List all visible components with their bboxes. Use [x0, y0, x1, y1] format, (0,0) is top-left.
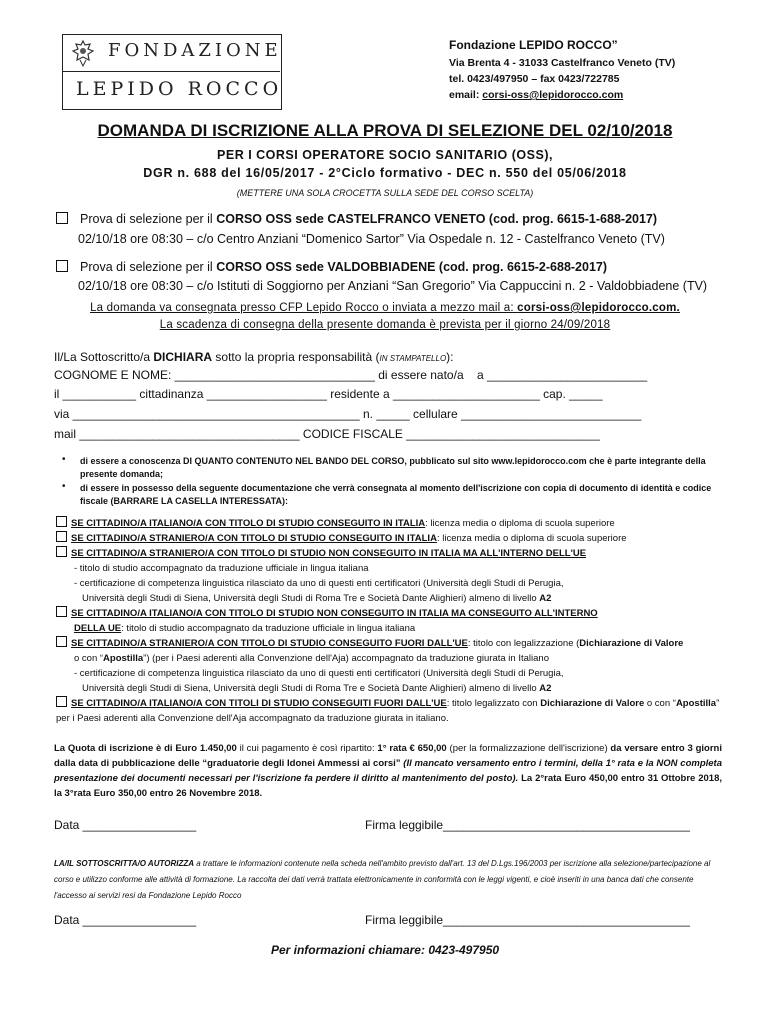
option-castelfranco-detail: 02/10/18 ore 08:30 – c/o Centro Anziani “Domenico Sartor” Via Ospedale n. 12 - Castelfranco Veneto (TV) — [78, 232, 665, 246]
category-sub-certification-cont — [82, 681, 748, 696]
category-level: A2 — [539, 683, 552, 694]
category-foreign-extra-ue-cont — [74, 651, 740, 666]
category-sub-certification: - certificazione di competenza linguistica rilasciato da uno di questi enti certificatori (Università degli Studi di Perugia, — [74, 578, 564, 589]
category-text: : titolo con legalizzazione ( — [467, 638, 580, 649]
category-title: SE CITTADINO/A ITALIANO/A CON TITOLI DI STUDIO CONSEGUITI FUORI DALL'UE — [71, 698, 447, 709]
fee-text: il cui pagamento è così ripartito: — [236, 743, 378, 754]
logo-text-bottom: LEPIDO ROCCO — [76, 78, 283, 100]
logo-text-top: FONDAZIONE — [108, 40, 282, 61]
category-text: o con “ — [644, 698, 676, 709]
category-foreign-ue — [56, 546, 722, 561]
option-course: CORSO OSS sede CASTELFRANCO VENETO (cod. prog. 6615-1-688-2017) — [216, 212, 658, 226]
signature-field-privacy[interactable]: Firma leggibile_____________________________________ — [365, 913, 690, 927]
notice-text: La domanda va consegnata presso CFP Lepido Rocco o inviata a mezzo mail a: — [90, 302, 518, 314]
notice-email-link[interactable]: corsi-oss@lepidorocco.com. — [517, 302, 680, 314]
category-bold: Apostilla — [103, 653, 144, 664]
org-email-line — [449, 87, 623, 103]
category-text: : licenza media o diploma di scuola superiore — [425, 518, 615, 529]
category-bold: Apostilla — [675, 698, 717, 709]
fee-warning: (Il mancato versamento entro i termini, della 1° rata e la NON completa presentazione dei documenti necessari per l'iscrizione fa perdere il diritto al mantenimento del posto). — [54, 758, 722, 784]
category-sub-text: Università degli Studi di Siena, Università degli Studi di Roma Tre e Società Dante Alighieri) almeno di livello — [82, 683, 540, 694]
declaration-suffix: sotto la propria responsabilità ( — [212, 350, 380, 364]
category-checkbox[interactable] — [56, 546, 67, 557]
category-bold: Dichiarazione di Valore — [579, 638, 684, 649]
category-sub-certification: - certificazione di competenza linguistica rilasciato da uno di questi enti certificatori (Università degli Studi di Perugia, — [74, 668, 564, 679]
bullet-documentation: di essere in possesso della seguente documentazione che verrà consegnata al momento dell'iscrizione con copia di documento di identità e codice fiscale (BARRARE LA CASELLA INTERESSATA): — [80, 483, 712, 506]
option-castelfranco-checkbox[interactable] — [56, 212, 68, 224]
category-sub-translation: - titolo di studio accompagnato da traduzione ufficiale in lingua italiana — [74, 563, 369, 574]
fee-first-installment: 1° rata € 650,00 — [377, 743, 447, 754]
category-checkbox[interactable] — [56, 531, 67, 542]
privacy-text: a trattare le informazioni contenute nella scheda nell'ambito previsto dall'art. 13 del D.Lgs.196/2003 per iscrizione alla selezione/partecipazione al corso e utilizzo conforme alle attività di formazione. La raccolta dei dati verrà trattata elettronicamente in conformità con le leggi vigenti, e cioè inseriti in una banca dati che consente l'accesso ai servizi resi da Fondazione Lepido Rocco — [54, 859, 711, 900]
subtitle-instruction: (METTERE UNA SOLA CROCETTA SULLA SEDE DEL CORSO SCELTA) — [236, 188, 534, 198]
date-field[interactable]: Data _________________ — [54, 818, 197, 832]
category-title: SE CITTADINO/A STRANIERO/A CON TITOLO DI STUDIO NON CONSEGUITO IN ITALIA MA ALL'INTERNO DELL'UE — [71, 548, 587, 559]
category-checkbox[interactable] — [56, 636, 67, 647]
org-name: Fondazione LEPIDO ROCCO” — [449, 38, 618, 52]
category-sub-certification-cont — [82, 591, 748, 606]
declaration-bold: DICHIARA — [153, 350, 213, 364]
option-castelfranco — [56, 210, 657, 229]
category-checkbox[interactable] — [56, 606, 67, 617]
fee-text: (per la formalizzazione dell'iscrizione) — [446, 743, 611, 754]
option-prefix: Prova di selezione per il — [80, 212, 217, 226]
category-foreign-extra-ue — [56, 636, 722, 651]
option-course: CORSO OSS sede VALDOBBIADENE (cod. prog. 6615-2-688-2017) — [216, 260, 608, 274]
fee-paragraph — [54, 741, 722, 801]
category-title-cont: DELLA UE — [74, 623, 122, 634]
fee-other-installments: La 2°rata Euro 450,00 entro 31 Ottobre 2018, la 3°rata Euro 350,00 entro 26 Novembre 2018. — [54, 773, 722, 799]
declaration-line — [54, 348, 454, 368]
field-mail-fiscal-code[interactable]: mail _________________________________ CODICE FISCALE _____________________________ — [54, 427, 600, 441]
field-date-residence[interactable]: il ___________ cittadinanza __________________ residente a ______________________ cap. _____ — [54, 387, 603, 401]
category-title: SE CITTADINO/A ITALIANO/A CON TITOLO DI STUDIO CONSEGUITO IN ITALIA — [71, 518, 426, 529]
notice-delivery — [0, 300, 770, 316]
email-label: email: — [449, 89, 483, 101]
contact-info: Per informazioni chiamare: 0423-497950 — [270, 943, 500, 957]
category-text: ” per i Paesi aderenti alla Convenzione dell'Aja accompagnato da traduzione giurata in italiano. — [56, 698, 720, 724]
privacy-consent — [54, 856, 722, 904]
declaration-end: ): — [446, 350, 454, 364]
category-sub-text: Università degli Studi di Siena, Università degli Studi di Roma Tre e Società Dante Alighieri) almeno di livello — [82, 593, 540, 604]
bullet-dot: • — [62, 481, 66, 492]
org-email-link[interactable]: corsi-oss@lepidorocco.com — [482, 89, 624, 101]
field-name-birth[interactable]: COGNOME E NOME: ______________________________ di essere nato/a a ________________________ — [54, 368, 648, 382]
fee-amount: La Quota di iscrizione è di Euro 1.450,00 — [54, 743, 237, 754]
category-text: o con “ — [74, 653, 104, 664]
org-phone: tel. 0423/497950 – fax 0423/722785 — [449, 73, 620, 85]
category-checkbox[interactable] — [56, 696, 67, 707]
coat-of-arms-icon — [68, 38, 98, 68]
declaration-prefix: Il/La Sottoscritto/a — [54, 350, 154, 364]
category-title: SE CITTADINO/A STRANIERO/A CON TITOLO DI STUDIO CONSEGUITO IN ITALIA — [71, 533, 437, 544]
option-prefix: Prova di selezione per il — [80, 260, 217, 274]
option-valdobbiadene-detail: 02/10/18 ore 08:30 – c/o Istituti di Soggiorno per Anziani “San Gregorio” Via Cappuccini n. 2 - Valdobbiadene (TV) — [78, 279, 708, 293]
category-foreign-it — [56, 531, 722, 546]
option-valdobbiadene — [56, 258, 607, 277]
category-title: SE CITTADINO/A STRANIERO/A CON TITOLO DI STUDIO CONSEGUITO FUORI DALL'UE — [71, 638, 468, 649]
category-text: : titolo di studio accompagnato da traduzione ufficiale in lingua italiana — [121, 623, 416, 634]
category-text: ”) (per i Paesi aderenti alla Convenzione dell'Aja) accompagnato da traduzione giurata in Italiano — [143, 653, 549, 664]
category-bold: Dichiarazione di Valore — [540, 698, 645, 709]
subtitle-course: PER I CORSI OPERATORE SOCIO SANITARIO (OSS), — [217, 148, 553, 162]
category-checkbox[interactable] — [56, 516, 67, 527]
fee-deadline: da versare entro 3 giorni dalla data di pubblicazione delle “graduatorie degli Idonei Ammessi ai corsi” — [54, 743, 722, 769]
org-address: Via Brenta 4 - 31033 Castelfranco Veneto (TV) — [449, 57, 676, 69]
category-text: : licenza media o diploma di scuola superiore — [436, 533, 627, 544]
category-italian-it — [56, 516, 722, 531]
category-italian-ue — [56, 606, 722, 621]
option-valdobbiadene-checkbox[interactable] — [56, 260, 68, 272]
signature-field[interactable]: Firma leggibile_____________________________________ — [365, 818, 690, 832]
field-street-phone[interactable]: via ___________________________________________ n. _____ cellulare ___________________________ — [54, 407, 642, 421]
privacy-bold: LA/IL SOTTOSCRITTA/O AUTORIZZA — [54, 859, 194, 868]
category-italian-ue-cont — [74, 621, 740, 636]
page-title: DOMANDA DI ISCRIZIONE ALLA PROVA DI SELEZIONE DEL 02/10/2018 — [97, 121, 673, 140]
declaration-small: IN STAMPATELLO — [379, 354, 447, 363]
category-text: : titolo legalizzato con — [446, 698, 541, 709]
logo-divider — [62, 71, 280, 72]
subtitle-dgr: DGR n. 688 del 16/05/2017 - 2°Ciclo formativo - DEC n. 550 del 05/06/2018 — [143, 166, 627, 180]
category-title: SE CITTADINO/A ITALIANO/A CON TITOLO DI STUDIO NON CONSEGUITO IN ITALIA MA CONSEGUITO ALL'INTERNO — [71, 608, 598, 619]
notice-deadline: La scadenza di consegna della presente domanda è prevista per il giorno 24/09/2018 — [159, 319, 611, 331]
bullet-dot: • — [62, 454, 66, 465]
category-italian-extra-ue — [56, 696, 722, 726]
bullet-knowledge: di essere a conoscenza DI QUANTO CONTENUTO NEL BANDO DEL CORSO, pubblicato sul sito www.lepidorocco.com che è parte integrante della presente domanda; — [80, 456, 706, 479]
date-field-privacy[interactable]: Data _________________ — [54, 913, 197, 927]
category-level: A2 — [539, 593, 552, 604]
